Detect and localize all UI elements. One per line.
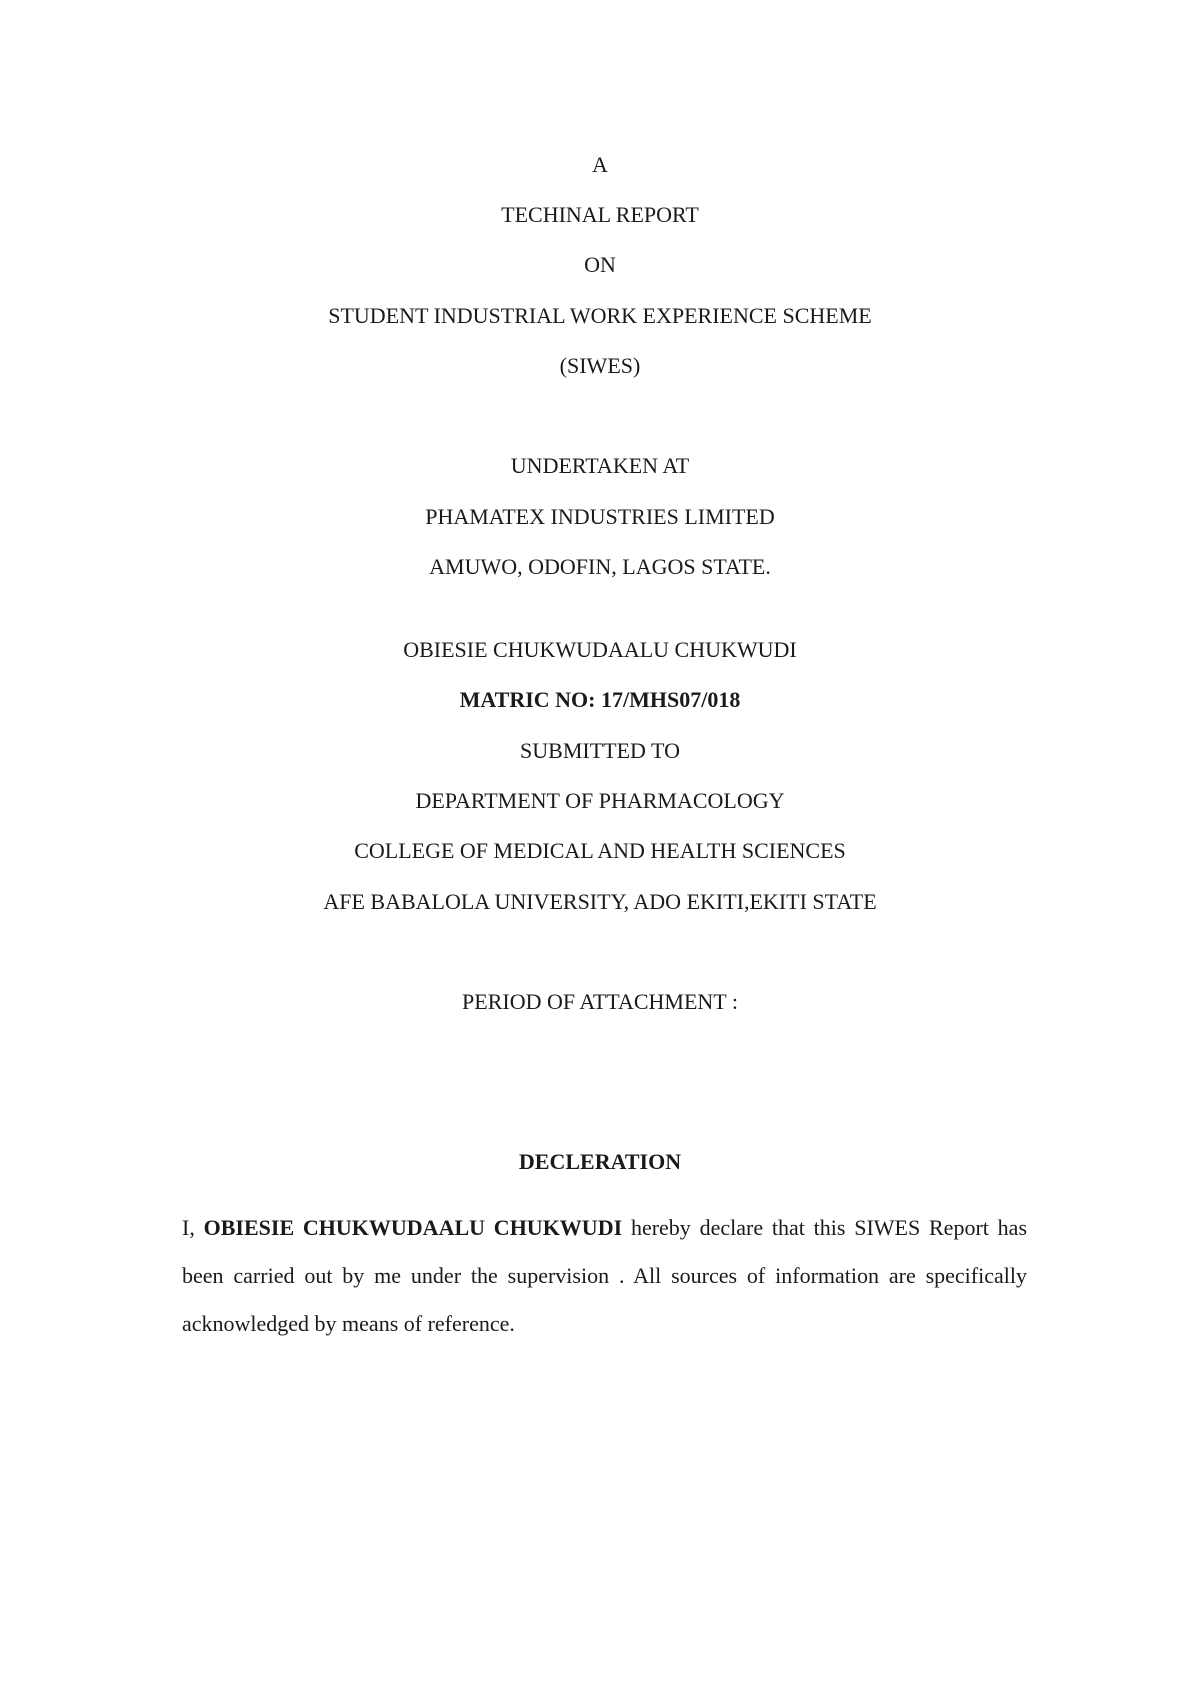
cover-college: COLLEGE OF MEDICAL AND HEALTH SCIENCES bbox=[354, 838, 846, 863]
declaration-prefix: I, bbox=[182, 1215, 204, 1240]
declaration-student-name: OBIESIE CHUKWUDAALU CHUKWUDI bbox=[203, 1215, 623, 1240]
cover-company-name: PHAMATEX INDUSTRIES LIMITED bbox=[425, 504, 775, 529]
cover-student-name: OBIESIE CHUKWUDAALU CHUKWUDI bbox=[403, 637, 797, 662]
cover-period-of-attachment: PERIOD OF ATTACHMENT : bbox=[462, 989, 738, 1014]
cover-siwes-abbrev: (SIWES) bbox=[559, 353, 641, 378]
cover-line-a: A bbox=[592, 152, 608, 177]
cover-matric-number: MATRIC NO: 17/MHS07/018 bbox=[459, 687, 741, 712]
declaration-heading: DECLERATION bbox=[518, 1149, 682, 1174]
cover-department: DEPARTMENT OF PHARMACOLOGY bbox=[415, 788, 785, 813]
declaration-paragraph bbox=[182, 1204, 1027, 1348]
cover-report-title: TECHINAL REPORT bbox=[501, 202, 699, 227]
cover-submitted-to: SUBMITTED TO bbox=[520, 738, 680, 763]
cover-undertaken-at: UNDERTAKEN AT bbox=[510, 453, 690, 478]
cover-university: AFE BABALOLA UNIVERSITY, ADO EKITI,EKITI STATE bbox=[323, 889, 877, 914]
declaration-body: hereby declare that this SIWES Report has been carried out by me under the supervision . All sources of information are specifically acknowledged by means of reference. bbox=[182, 1215, 1027, 1336]
cover-scheme-title: STUDENT INDUSTRIAL WORK EXPERIENCE SCHEME bbox=[328, 303, 872, 328]
cover-line-on: ON bbox=[584, 252, 616, 277]
cover-company-location: AMUWO, ODOFIN, LAGOS STATE. bbox=[429, 554, 771, 579]
